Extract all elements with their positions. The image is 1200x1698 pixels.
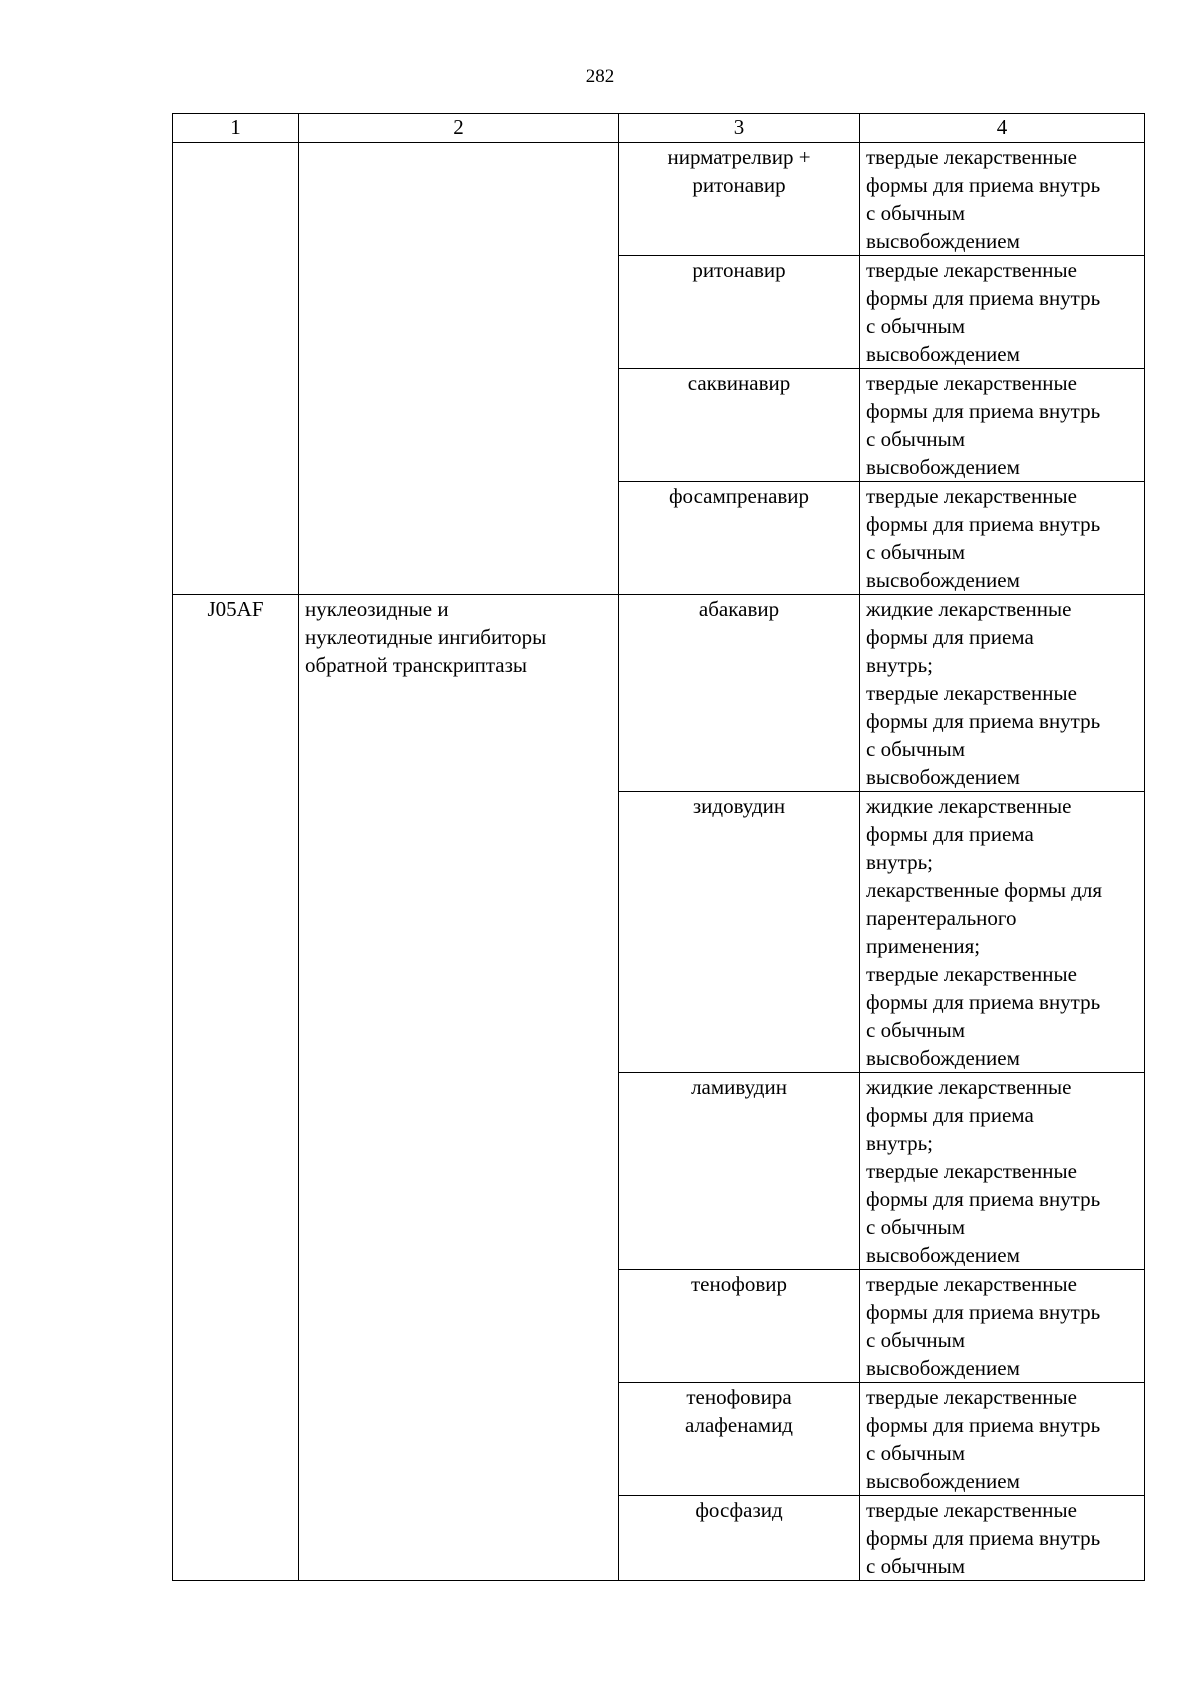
- dosage-forms: твердые лекарственные формы для приема внутрь с обычным высвобождением: [860, 1383, 1145, 1496]
- header-col-3: 3: [619, 114, 860, 143]
- header-col-4: 4: [860, 114, 1145, 143]
- header-col-1: 1: [173, 114, 299, 143]
- group-title-cell: [299, 143, 619, 595]
- table-row: [173, 143, 1145, 256]
- drug-name: фосампренавир: [619, 482, 860, 595]
- dosage-forms: твердые лекарственные формы для приема внутрь с обычным высвобождением: [860, 369, 1145, 482]
- dosage-forms: жидкие лекарственные формы для приема внутрь; лекарственные формы для парентерального применения; твердые лекарственные формы для приема внутрь с обычным высвобождением: [860, 792, 1145, 1073]
- drug-name: саквинавир: [619, 369, 860, 482]
- dosage-forms: твердые лекарственные формы для приема внутрь с обычным высвобождением: [860, 482, 1145, 595]
- dosage-forms: твердые лекарственные формы для приема внутрь с обычным высвобождением: [860, 256, 1145, 369]
- drug-name: зидовудин: [619, 792, 860, 1073]
- table-row: [173, 595, 1145, 792]
- dosage-forms: твердые лекарственные формы для приема внутрь с обычным высвобождением: [860, 1270, 1145, 1383]
- drug-name: тенофовир: [619, 1270, 860, 1383]
- dosage-forms: жидкие лекарственные формы для приема внутрь; твердые лекарственные формы для приема внутрь с обычным высвобождением: [860, 595, 1145, 792]
- group-code-cell: [173, 143, 299, 595]
- atc-code: J05AF: [173, 595, 299, 1581]
- dosage-forms: твердые лекарственные формы для приема внутрь с обычным: [860, 1496, 1145, 1581]
- page-number: 282: [585, 66, 615, 87]
- drug-name: тенофовира алафенамид: [619, 1383, 860, 1496]
- drug-name: ламивудин: [619, 1073, 860, 1270]
- drug-name: абакавир: [619, 595, 860, 792]
- drug-name: нирматрелвир + ритонавир: [619, 143, 860, 256]
- dosage-forms: твердые лекарственные формы для приема внутрь с обычным высвобождением: [860, 143, 1145, 256]
- drug-table: [172, 113, 1145, 1581]
- drug-name: ритонавир: [619, 256, 860, 369]
- header-col-2: 2: [299, 114, 619, 143]
- group-title: нуклеозидные и нуклеотидные ингибиторы обратной транскриптазы: [299, 595, 619, 1581]
- dosage-forms: жидкие лекарственные формы для приема внутрь; твердые лекарственные формы для приема внутрь с обычным высвобождением: [860, 1073, 1145, 1270]
- table-header-row: [173, 114, 1145, 143]
- drug-name: фосфазид: [619, 1496, 860, 1581]
